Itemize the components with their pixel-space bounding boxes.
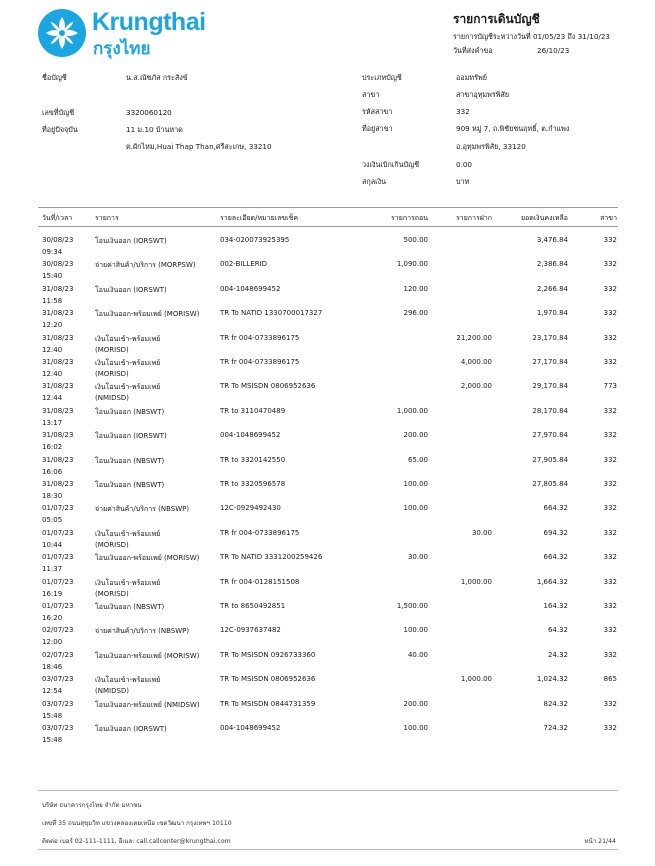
cell-time: 11:58 — [42, 296, 63, 305]
cell-time: 18:30 — [42, 492, 63, 500]
cell-date: 03/07/23 — [42, 699, 74, 708]
cell-date: 31/08/23 — [42, 333, 74, 342]
cell-withdraw: 100.00 — [403, 724, 428, 732]
cell-date: 31/08/23 — [42, 480, 74, 488]
account-left-value: น.ส.ณัชภัส กระสังข์ — [126, 73, 188, 82]
cell-detail: 004-1048699452 — [220, 284, 281, 293]
cell-branch: 332 — [603, 699, 617, 708]
cell-balance: 2,386.84 — [536, 260, 568, 269]
cell-detail: TR To MSISDN 0844731359 — [220, 699, 316, 708]
cell-branch: 332 — [603, 553, 617, 562]
brand-name-en: Krungthai — [92, 8, 206, 36]
cell-deposit: 1,000.00 — [460, 577, 492, 586]
cell-deposit: 2,000.00 — [460, 382, 492, 391]
cell-txn: โอนเงินออก (NBSWT) — [95, 603, 165, 611]
cell-withdraw: 100.00 — [403, 626, 428, 635]
cell-txn-code: (MORISD) — [95, 345, 129, 354]
cell-date: 01/07/23 — [42, 577, 74, 586]
account-right-value: 909 หมู่ 7, ถ.พิชัยชนฤทธิ์, ต.กำแพง — [456, 124, 570, 133]
account-left-label: เลขที่บัญชี — [42, 108, 75, 117]
footer-company: บริษัท ธนาคารกรุงไทย จำกัด มหาชน — [42, 802, 142, 809]
cell-time: 16:20 — [42, 614, 63, 622]
cell-balance: 27,170.84 — [532, 358, 568, 366]
cell-txn: โอนเงินออก (NBSWT) — [95, 481, 165, 489]
col-header-txn: รายการ — [95, 214, 119, 222]
cell-time: 16:19 — [42, 589, 63, 598]
cell-time: 09:34 — [42, 248, 63, 256]
col-header-deposit: รายการฝาก — [456, 214, 492, 222]
cell-balance: 664.32 — [543, 504, 568, 513]
cell-branch: 773 — [603, 382, 617, 391]
cell-balance: 724.32 — [543, 724, 568, 732]
cell-txn: เงินโอนเข้า-พร้อมเพย์ — [95, 383, 161, 392]
cell-withdraw: 500.00 — [403, 236, 428, 244]
statement-period: รายการบัญชีระหว่างวันที่ 01/05/23 ถึง 31/10/23 — [453, 32, 610, 41]
cell-txn: โอนเงินออก (NBSWT) — [95, 407, 165, 416]
account-right-label: สกุลเงิน — [362, 177, 387, 186]
footer-bottom-divider — [38, 849, 618, 850]
cell-time: 13:17 — [42, 418, 63, 427]
cell-txn: โอนเงินออก (IORSWT) — [95, 237, 167, 245]
cell-date: 02/07/23 — [42, 626, 74, 635]
cell-txn: จ่ายค่าสินค้า/บริการ (MORPSW) — [95, 261, 196, 270]
cell-txn-code: (MORISD) — [95, 540, 129, 549]
cell-branch: 332 — [603, 358, 617, 366]
cell-date: 31/08/23 — [42, 406, 74, 415]
cell-branch: 332 — [603, 528, 617, 537]
col-header-detail: รายละเอียด/หมายเลขเช็ค — [220, 214, 298, 222]
cell-withdraw: 296.00 — [403, 309, 428, 318]
col-header-balance: ยอดเงินคงเหลือ — [520, 214, 568, 222]
cell-detail: TR To MSISDN 0806952636 — [220, 675, 316, 684]
cell-balance: 824.32 — [543, 699, 568, 708]
account-left-label: ชื่อบัญชี — [42, 73, 67, 82]
account-left-label: ที่อยู่ปัจจุบัน — [42, 125, 78, 134]
cell-txn: โอนเงินออก-พร้อมเพย์ (MORISW) — [95, 554, 200, 563]
cell-deposit: 1,000.00 — [460, 675, 492, 684]
cell-txn-code: (MORISD) — [95, 589, 129, 598]
cell-date: 30/08/23 — [42, 236, 74, 244]
cell-date: 03/07/23 — [42, 724, 74, 732]
cell-txn: เงินโอนเข้า-พร้อมเพย์ — [95, 578, 161, 587]
footer-page-number: หน้า 21/44 — [584, 838, 616, 845]
cell-time: 10:44 — [42, 540, 63, 549]
statement-title: รายการเดินบัญชี — [453, 12, 540, 26]
cell-time: 15:48 — [42, 711, 63, 720]
cell-time: 18:46 — [42, 662, 63, 671]
cell-balance: 164.32 — [543, 602, 568, 610]
account-right-label: สาขา — [362, 90, 380, 99]
cell-detail: TR fr 004-0733896175 — [220, 528, 300, 537]
account-left-value: 3320060120 — [126, 108, 172, 117]
cell-detail: TR To NATID 1330700017327 — [220, 309, 323, 318]
cell-branch: 332 — [603, 650, 617, 659]
cell-branch: 332 — [603, 602, 617, 610]
cell-time: 12:40 — [42, 370, 63, 378]
cell-time: 12:20 — [42, 321, 63, 330]
cell-branch: 332 — [603, 406, 617, 415]
cell-time: 11:37 — [42, 565, 63, 574]
cell-date: 31/08/23 — [42, 382, 74, 391]
table-top-divider — [38, 207, 618, 208]
cell-time: 12:00 — [42, 638, 63, 647]
cell-branch: 332 — [603, 236, 617, 244]
account-left-value: 11 ม.10 บ้านหาด — [126, 125, 183, 134]
cell-withdraw: 65.00 — [407, 455, 428, 464]
cell-withdraw: 1,090.00 — [396, 260, 428, 269]
cell-time: 12:54 — [42, 687, 63, 696]
cell-withdraw: 40.00 — [407, 650, 428, 659]
krungthai-logo-icon — [38, 9, 86, 57]
cell-txn: โอนเงินออก (NBSWT) — [95, 456, 165, 465]
cell-balance: 27,970.84 — [532, 431, 568, 440]
cell-date: 31/08/23 — [42, 431, 74, 440]
cell-branch: 332 — [603, 724, 617, 732]
cell-branch: 332 — [603, 284, 617, 293]
footer-address: เลขที่ 35 ถนนสุขุมวิท แขวงคลองเตยเหนือ เขตวัฒนา กรุงเทพฯ 10110 — [42, 820, 232, 827]
cell-branch: 332 — [603, 333, 617, 342]
table-header-divider — [38, 226, 618, 227]
footer-contact: ติดต่อ เบอร์ 02-111-1111, อีเมล: call.callcenter@krungthai.com — [42, 838, 231, 845]
cell-withdraw: 200.00 — [403, 431, 428, 440]
cell-balance: 1,664.32 — [536, 577, 568, 586]
cell-detail: TR to 3320142550 — [220, 455, 286, 464]
cell-balance: 1,970.84 — [536, 309, 568, 318]
cell-balance: 3,476.84 — [536, 236, 568, 244]
cell-time: 16:06 — [42, 467, 63, 476]
cell-time: 12:40 — [42, 345, 63, 354]
cell-deposit: 4,000.00 — [460, 358, 492, 366]
cell-withdraw: 30.00 — [407, 553, 428, 562]
account-right-label: วงเงินเบิกเกินบัญชี — [362, 160, 420, 169]
cell-detail: TR fr 004-0733896175 — [220, 358, 300, 366]
cell-detail: TR fr 004-0733896175 — [220, 333, 300, 342]
cell-detail: 12C-0937637482 — [220, 626, 281, 635]
cell-branch: 332 — [603, 260, 617, 269]
account-right-value: ออมทรัพย์ — [456, 73, 487, 82]
print-date-label: วันที่ส่งคำขอ — [453, 46, 493, 55]
cell-detail: TR to 3110470489 — [220, 406, 286, 415]
cell-date: 01/07/23 — [42, 602, 74, 610]
cell-withdraw: 1,000.00 — [396, 406, 428, 415]
cell-balance: 29,170.84 — [532, 382, 568, 391]
cell-branch: 332 — [603, 480, 617, 488]
account-right-label: ประเภทบัญชี — [362, 73, 402, 82]
cell-detail: TR To MSISDN 0926733360 — [220, 650, 316, 659]
cell-balance: 664.32 — [543, 553, 568, 562]
cell-balance: 24.32 — [547, 650, 568, 659]
cell-detail: TR To MSISDN 0806952636 — [220, 382, 316, 391]
cell-date: 31/08/23 — [42, 309, 74, 318]
account-right-value: อ.อุทุมพรพิสัย, 33120 — [456, 142, 526, 151]
cell-txn: เงินโอนเข้า-พร้อมเพย์ — [95, 676, 161, 685]
cell-txn-code: (MORISD) — [95, 370, 129, 378]
account-right-value: สาขาอุทุมพรพิสัย — [456, 90, 510, 99]
cell-withdraw: 1,500.00 — [396, 602, 428, 610]
cell-time: 12:44 — [42, 394, 63, 403]
cell-withdraw: 120.00 — [403, 284, 428, 293]
cell-balance: 28,170.84 — [532, 406, 568, 415]
cell-txn: โอนเงินออก (IORSWT) — [95, 285, 167, 294]
cell-withdraw: 100.00 — [403, 504, 428, 513]
col-header-date: วันที่/เวลา — [42, 214, 73, 222]
cell-detail: 034-020073925395 — [220, 236, 290, 244]
cell-detail: 004-1048699452 — [220, 724, 281, 732]
cell-txn: จ่ายค่าสินค้า/บริการ (NBSWP) — [95, 505, 190, 514]
cell-detail: 002-BILLERID — [220, 260, 268, 269]
col-header-withdraw: รายการถอน — [391, 214, 428, 222]
cell-date: 31/08/23 — [42, 358, 74, 366]
cell-time: 05:05 — [42, 516, 63, 525]
cell-branch: 332 — [603, 504, 617, 513]
cell-txn: เงินโอนเข้า-พร้อมเพย์ — [95, 359, 161, 367]
cell-time: 15:40 — [42, 272, 63, 281]
cell-branch: 332 — [603, 431, 617, 440]
cell-detail: TR to 3320596578 — [220, 480, 286, 488]
cell-detail: 004-1048699452 — [220, 431, 281, 440]
account-right-label: รหัสสาขา — [362, 107, 393, 116]
print-date-value: 26/10/23 — [537, 46, 570, 55]
cell-balance: 64.32 — [547, 626, 568, 635]
cell-time: 15:48 — [42, 736, 63, 744]
cell-date: 30/08/23 — [42, 260, 74, 269]
cell-withdraw: 200.00 — [403, 699, 428, 708]
account-right-value: 332 — [456, 107, 470, 116]
cell-branch: 332 — [603, 626, 617, 635]
cell-detail: TR To NATID 3331200259426 — [220, 553, 323, 562]
col-header-branch: สาขา — [600, 214, 617, 222]
account-right-value: 0.00 — [456, 160, 473, 169]
cell-branch: 332 — [603, 577, 617, 586]
account-right-label: ที่อยู่สาขา — [362, 124, 393, 133]
cell-date: 01/07/23 — [42, 504, 74, 513]
cell-branch: 865 — [603, 675, 617, 684]
cell-deposit: 30.00 — [471, 528, 492, 537]
cell-txn-code: (NMIDSD) — [95, 687, 130, 696]
cell-branch: 332 — [603, 309, 617, 318]
cell-date: 01/07/23 — [42, 528, 74, 537]
brand-name-th: กรุงไทย — [93, 39, 151, 59]
cell-time: 16:02 — [42, 443, 63, 452]
cell-date: 31/08/23 — [42, 284, 74, 293]
cell-txn: โอนเงินออก (IORSWT) — [95, 725, 167, 733]
footer-top-divider — [38, 790, 618, 791]
cell-branch: 332 — [603, 455, 617, 464]
cell-txn: จ่ายค่าสินค้า/บริการ (NBSWP) — [95, 627, 190, 636]
cell-date: 03/07/23 — [42, 675, 74, 684]
cell-balance: 2,266.84 — [536, 284, 568, 293]
cell-balance: 23,170.84 — [532, 333, 568, 342]
cell-txn: โอนเงินออก-พร้อมเพย์ (NMIDSW) — [95, 700, 200, 709]
cell-balance: 27,805.84 — [532, 480, 568, 488]
cell-txn: เงินโอนเข้า-พร้อมเพย์ — [95, 529, 161, 538]
cell-date: 01/07/23 — [42, 553, 74, 562]
cell-txn: โอนเงินออก (IORSWT) — [95, 432, 167, 441]
cell-balance: 1,024.32 — [536, 675, 568, 684]
cell-txn: เงินโอนเข้า-พร้อมเพย์ — [95, 334, 161, 343]
cell-detail: TR to 8650492851 — [220, 602, 286, 610]
cell-txn: โอนเงินออก-พร้อมเพย์ (MORISW) — [95, 310, 200, 319]
cell-withdraw: 100.00 — [403, 480, 428, 488]
cell-date: 31/08/23 — [42, 455, 74, 464]
cell-txn: โอนเงินออก-พร้อมเพย์ (MORISW) — [95, 651, 200, 660]
cell-deposit: 21,200.00 — [456, 333, 492, 342]
cell-balance: 27,905.84 — [532, 455, 568, 464]
account-right-value: บาท — [456, 177, 470, 186]
cell-balance: 694.32 — [543, 528, 568, 537]
account-left-value: ต.ผักไหม,Huai Thap Than,ศรีสะเกษ, 33210 — [126, 142, 272, 151]
cell-detail: TR fr 004-0128151508 — [220, 577, 300, 586]
cell-txn-code: (NMIDSD) — [95, 394, 130, 403]
cell-detail: 12C-0929492430 — [220, 504, 281, 513]
cell-date: 02/07/23 — [42, 650, 74, 659]
